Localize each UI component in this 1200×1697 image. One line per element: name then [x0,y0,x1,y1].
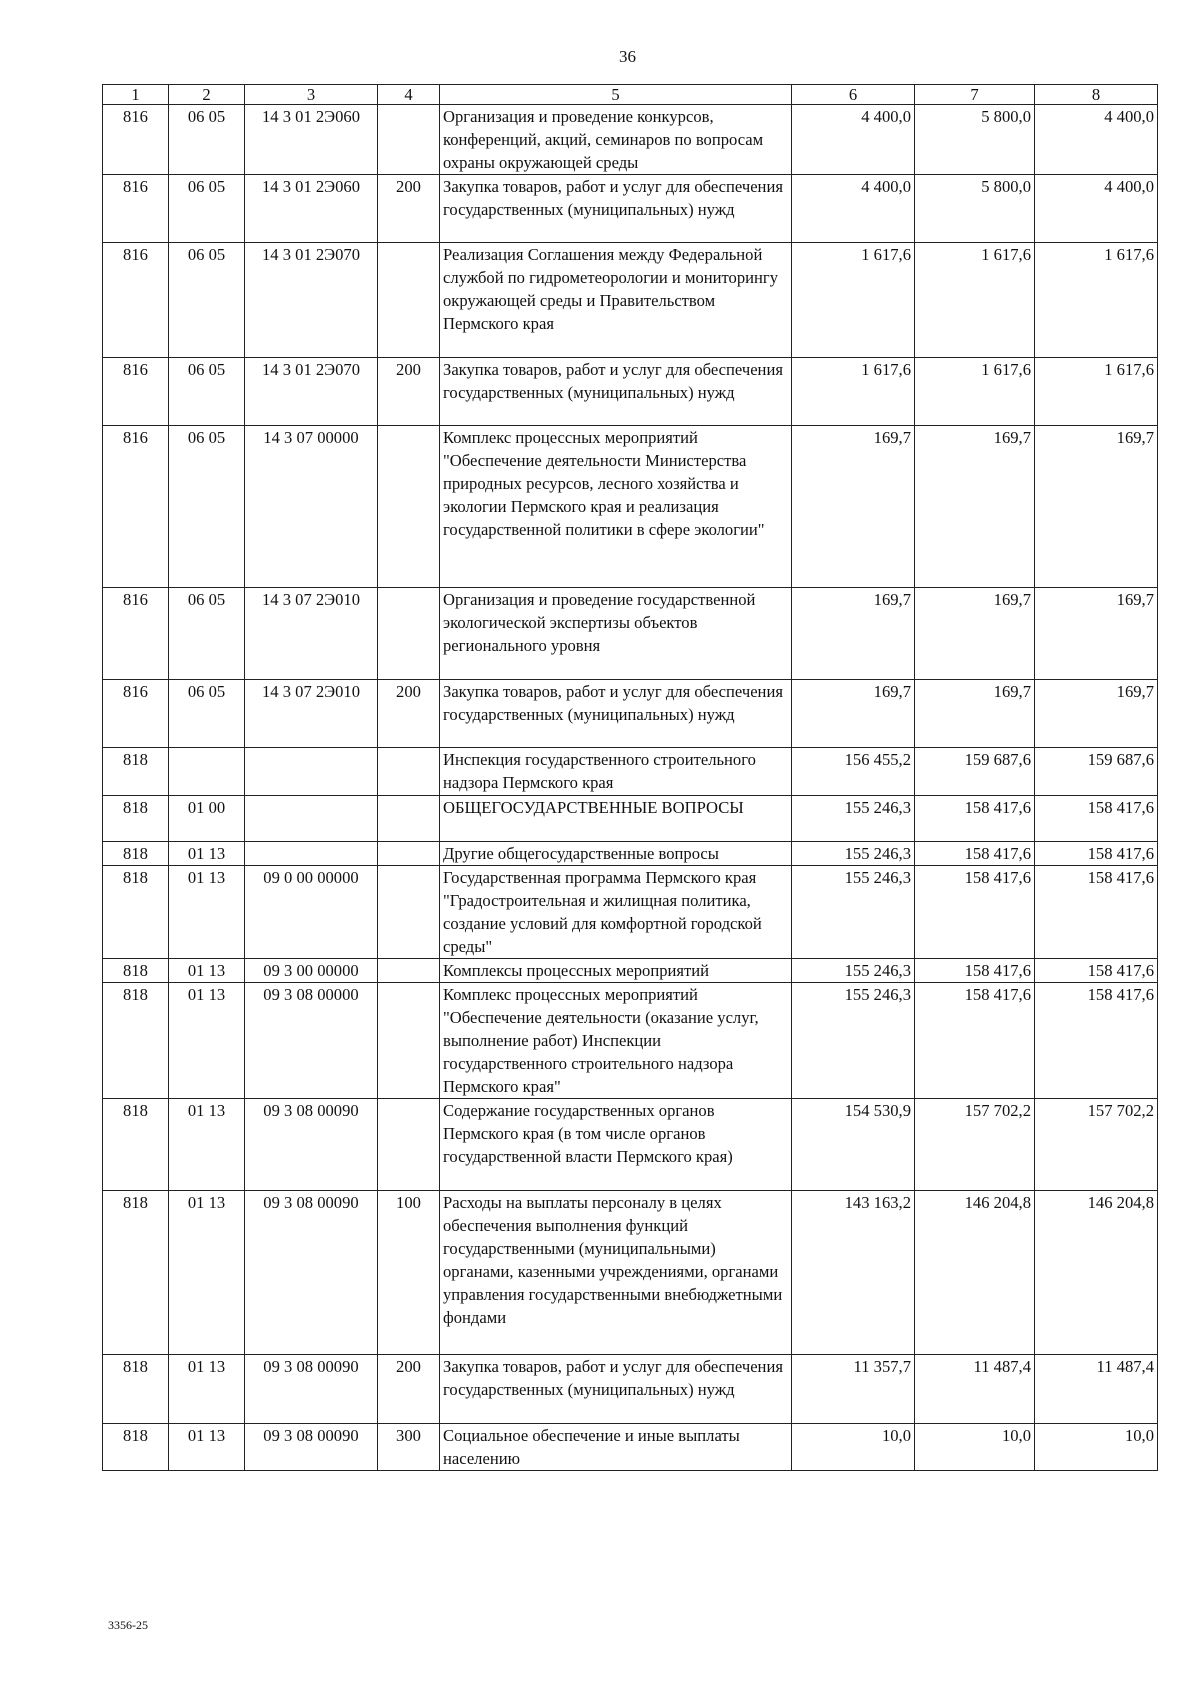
cell-amount-col8: 158 417,6 [1035,866,1158,959]
cell-target-article: 09 3 08 00090 [245,1099,378,1191]
cell-amount-col8: 1 617,6 [1035,358,1158,426]
page-number: 36 [619,47,636,66]
col-header-2: 2 [169,85,245,105]
cell-expense-type [378,426,440,588]
table-row [103,1355,1158,1424]
cell-target-article: 14 3 07 00000 [245,426,378,588]
cell-amount-col7: 169,7 [915,680,1035,748]
cell-section-code: 06 05 [169,175,245,243]
cell-admin-code: 816 [103,358,169,426]
cell-amount-col8: 169,7 [1035,680,1158,748]
cell-amount-col7: 158 417,6 [915,959,1035,983]
cell-target-article: 09 0 00 00000 [245,866,378,959]
cell-amount-col6: 155 246,3 [792,842,915,866]
cell-target-article: 14 3 01 2Э060 [245,175,378,243]
cell-amount-col8: 11 487,4 [1035,1355,1158,1424]
cell-amount-col8: 4 400,0 [1035,175,1158,243]
cell-description: Организация и проведение конкурсов, конференций, акций, семинаров по вопросам охраны окружающей среды [440,105,792,175]
cell-amount-col6: 156 455,2 [792,748,915,796]
cell-description: Расходы на выплаты персоналу в целях обеспечения выполнения функций государственными (муниципальными) органами, казенными учреждениями, органами управления государственными внебюджетными фондами [440,1191,792,1355]
cell-expense-type [378,588,440,680]
cell-description: Закупка товаров, работ и услуг для обеспечения государственных (муниципальных) нужд [440,175,792,243]
cell-admin-code: 818 [103,866,169,959]
cell-amount-col8: 159 687,6 [1035,748,1158,796]
cell-description: Государственная программа Пермского края "Градостроительная и жилищная политика, создание условий для комфортной городской среды" [440,866,792,959]
cell-target-article: 09 3 08 00000 [245,983,378,1099]
table-row [103,175,1158,243]
cell-target-article: 14 3 07 2Э010 [245,588,378,680]
table-row [103,842,1158,866]
cell-amount-col6: 169,7 [792,426,915,588]
cell-description: Комплексы процессных мероприятий [440,959,792,983]
cell-amount-col7: 5 800,0 [915,175,1035,243]
cell-description: Другие общегосударственные вопросы [440,842,792,866]
cell-target-article: 09 3 00 00000 [245,959,378,983]
cell-amount-col7: 159 687,6 [915,748,1035,796]
cell-amount-col7: 1 617,6 [915,358,1035,426]
cell-expense-type [378,105,440,175]
cell-admin-code: 818 [103,796,169,842]
cell-amount-col8: 158 417,6 [1035,842,1158,866]
cell-target-article: 14 3 01 2Э060 [245,105,378,175]
table-row [103,105,1158,175]
cell-expense-type [378,842,440,866]
cell-admin-code: 818 [103,959,169,983]
cell-section-code: 06 05 [169,358,245,426]
cell-admin-code: 816 [103,426,169,588]
cell-description: Комплекс процессных мероприятий "Обеспечение деятельности Министерства природных ресурсов, лесного хозяйства и экологии Пермского края и реализация государственной политики в сфере экологии" [440,426,792,588]
cell-expense-type: 200 [378,358,440,426]
cell-description: Содержание государственных органов Пермского края (в том числе органов государственной власти Пермского края) [440,1099,792,1191]
cell-expense-type [378,1099,440,1191]
cell-amount-col6: 155 246,3 [792,796,915,842]
cell-amount-col7: 1 617,6 [915,243,1035,358]
cell-admin-code: 818 [103,748,169,796]
table-row [103,983,1158,1099]
cell-admin-code: 818 [103,983,169,1099]
cell-section-code: 01 13 [169,959,245,983]
table-row [103,243,1158,358]
cell-amount-col8: 158 417,6 [1035,959,1158,983]
cell-amount-col7: 10,0 [915,1424,1035,1471]
cell-amount-col6: 10,0 [792,1424,915,1471]
cell-expense-type [378,959,440,983]
cell-description: ОБЩЕГОСУДАРСТВЕННЫЕ ВОПРОСЫ [440,796,792,842]
cell-expense-type: 300 [378,1424,440,1471]
cell-section-code: 06 05 [169,680,245,748]
cell-amount-col6: 169,7 [792,588,915,680]
cell-amount-col6: 4 400,0 [792,105,915,175]
table-row [103,358,1158,426]
cell-amount-col8: 10,0 [1035,1424,1158,1471]
cell-section-code: 01 13 [169,983,245,1099]
col-header-4: 4 [378,85,440,105]
cell-description: Закупка товаров, работ и услуг для обеспечения государственных (муниципальных) нужд [440,680,792,748]
cell-target-article [245,796,378,842]
cell-amount-col7: 5 800,0 [915,105,1035,175]
col-header-1: 1 [103,85,169,105]
cell-target-article: 09 3 08 00090 [245,1424,378,1471]
cell-amount-col8: 158 417,6 [1035,796,1158,842]
cell-target-article: 14 3 07 2Э010 [245,680,378,748]
cell-description: Закупка товаров, работ и услуг для обеспечения государственных (муниципальных) нужд [440,1355,792,1424]
table-row [103,748,1158,796]
cell-expense-type: 200 [378,175,440,243]
cell-section-code: 06 05 [169,426,245,588]
cell-admin-code: 818 [103,1424,169,1471]
cell-amount-col8: 169,7 [1035,426,1158,588]
cell-amount-col8: 158 417,6 [1035,983,1158,1099]
cell-expense-type [378,748,440,796]
cell-expense-type [378,983,440,1099]
cell-amount-col6: 143 163,2 [792,1191,915,1355]
cell-amount-col6: 11 357,7 [792,1355,915,1424]
table-row [103,680,1158,748]
header-row [103,85,1158,105]
col-header-7: 7 [915,85,1035,105]
cell-target-article: 09 3 08 00090 [245,1191,378,1355]
cell-description: Закупка товаров, работ и услуг для обеспечения государственных (муниципальных) нужд [440,358,792,426]
cell-admin-code: 818 [103,1355,169,1424]
table-row [103,1099,1158,1191]
cell-section-code: 01 13 [169,866,245,959]
cell-amount-col6: 155 246,3 [792,866,915,959]
col-header-3: 3 [245,85,378,105]
cell-admin-code: 818 [103,842,169,866]
table-row [103,588,1158,680]
cell-target-article [245,842,378,866]
cell-amount-col8: 1 617,6 [1035,243,1158,358]
cell-expense-type: 200 [378,1355,440,1424]
cell-expense-type: 200 [378,680,440,748]
cell-section-code: 01 00 [169,796,245,842]
cell-amount-col8: 157 702,2 [1035,1099,1158,1191]
cell-description: Социальное обеспечение и иные выплаты населению [440,1424,792,1471]
cell-section-code: 06 05 [169,243,245,358]
cell-amount-col7: 158 417,6 [915,842,1035,866]
cell-amount-col8: 146 204,8 [1035,1191,1158,1355]
col-header-8: 8 [1035,85,1158,105]
cell-amount-col6: 4 400,0 [792,175,915,243]
cell-amount-col7: 158 417,6 [915,796,1035,842]
table-row [103,796,1158,842]
cell-section-code: 06 05 [169,588,245,680]
cell-amount-col7: 11 487,4 [915,1355,1035,1424]
cell-amount-col8: 169,7 [1035,588,1158,680]
cell-amount-col7: 158 417,6 [915,983,1035,1099]
cell-amount-col7: 158 417,6 [915,866,1035,959]
cell-admin-code: 816 [103,175,169,243]
budget-table [102,84,1158,1471]
col-header-5: 5 [440,85,792,105]
cell-admin-code: 816 [103,588,169,680]
cell-section-code: 01 13 [169,842,245,866]
cell-target-article [245,748,378,796]
cell-admin-code: 816 [103,243,169,358]
cell-amount-col7: 169,7 [915,588,1035,680]
cell-description: Инспекция государственного строительного надзора Пермского края [440,748,792,796]
cell-admin-code: 818 [103,1099,169,1191]
table-row [103,1191,1158,1355]
cell-admin-code: 816 [103,105,169,175]
cell-section-code: 01 13 [169,1099,245,1191]
table-row [103,959,1158,983]
cell-amount-col6: 1 617,6 [792,358,915,426]
cell-target-article: 14 3 01 2Э070 [245,243,378,358]
cell-description: Организация и проведение государственной экологической экспертизы объектов регионального уровня [440,588,792,680]
cell-amount-col7: 169,7 [915,426,1035,588]
cell-section-code: 01 13 [169,1191,245,1355]
cell-description: Комплекс процессных мероприятий "Обеспечение деятельности (оказание услуг, выполнение работ) Инспекции государственного строительного надзора Пермского края" [440,983,792,1099]
cell-admin-code: 816 [103,680,169,748]
cell-section-code: 01 13 [169,1355,245,1424]
cell-expense-type [378,866,440,959]
cell-expense-type [378,796,440,842]
table-row [103,426,1158,588]
table-row [103,1424,1158,1471]
cell-amount-col8: 4 400,0 [1035,105,1158,175]
cell-amount-col7: 157 702,2 [915,1099,1035,1191]
table-row [103,866,1158,959]
cell-amount-col6: 154 530,9 [792,1099,915,1191]
cell-section-code: 06 05 [169,105,245,175]
cell-section-code [169,748,245,796]
cell-expense-type: 100 [378,1191,440,1355]
cell-amount-col6: 155 246,3 [792,959,915,983]
document-code: 3356-25 [108,1618,148,1632]
cell-section-code: 01 13 [169,1424,245,1471]
col-header-6: 6 [792,85,915,105]
cell-amount-col6: 1 617,6 [792,243,915,358]
cell-target-article: 14 3 01 2Э070 [245,358,378,426]
cell-amount-col7: 146 204,8 [915,1191,1035,1355]
cell-amount-col6: 169,7 [792,680,915,748]
cell-expense-type [378,243,440,358]
cell-amount-col6: 155 246,3 [792,983,915,1099]
cell-target-article: 09 3 08 00090 [245,1355,378,1424]
cell-description: Реализация Соглашения между Федеральной службой по гидрометеорологии и мониторингу окружающей среды и Правительством Пермского края [440,243,792,358]
cell-admin-code: 818 [103,1191,169,1355]
